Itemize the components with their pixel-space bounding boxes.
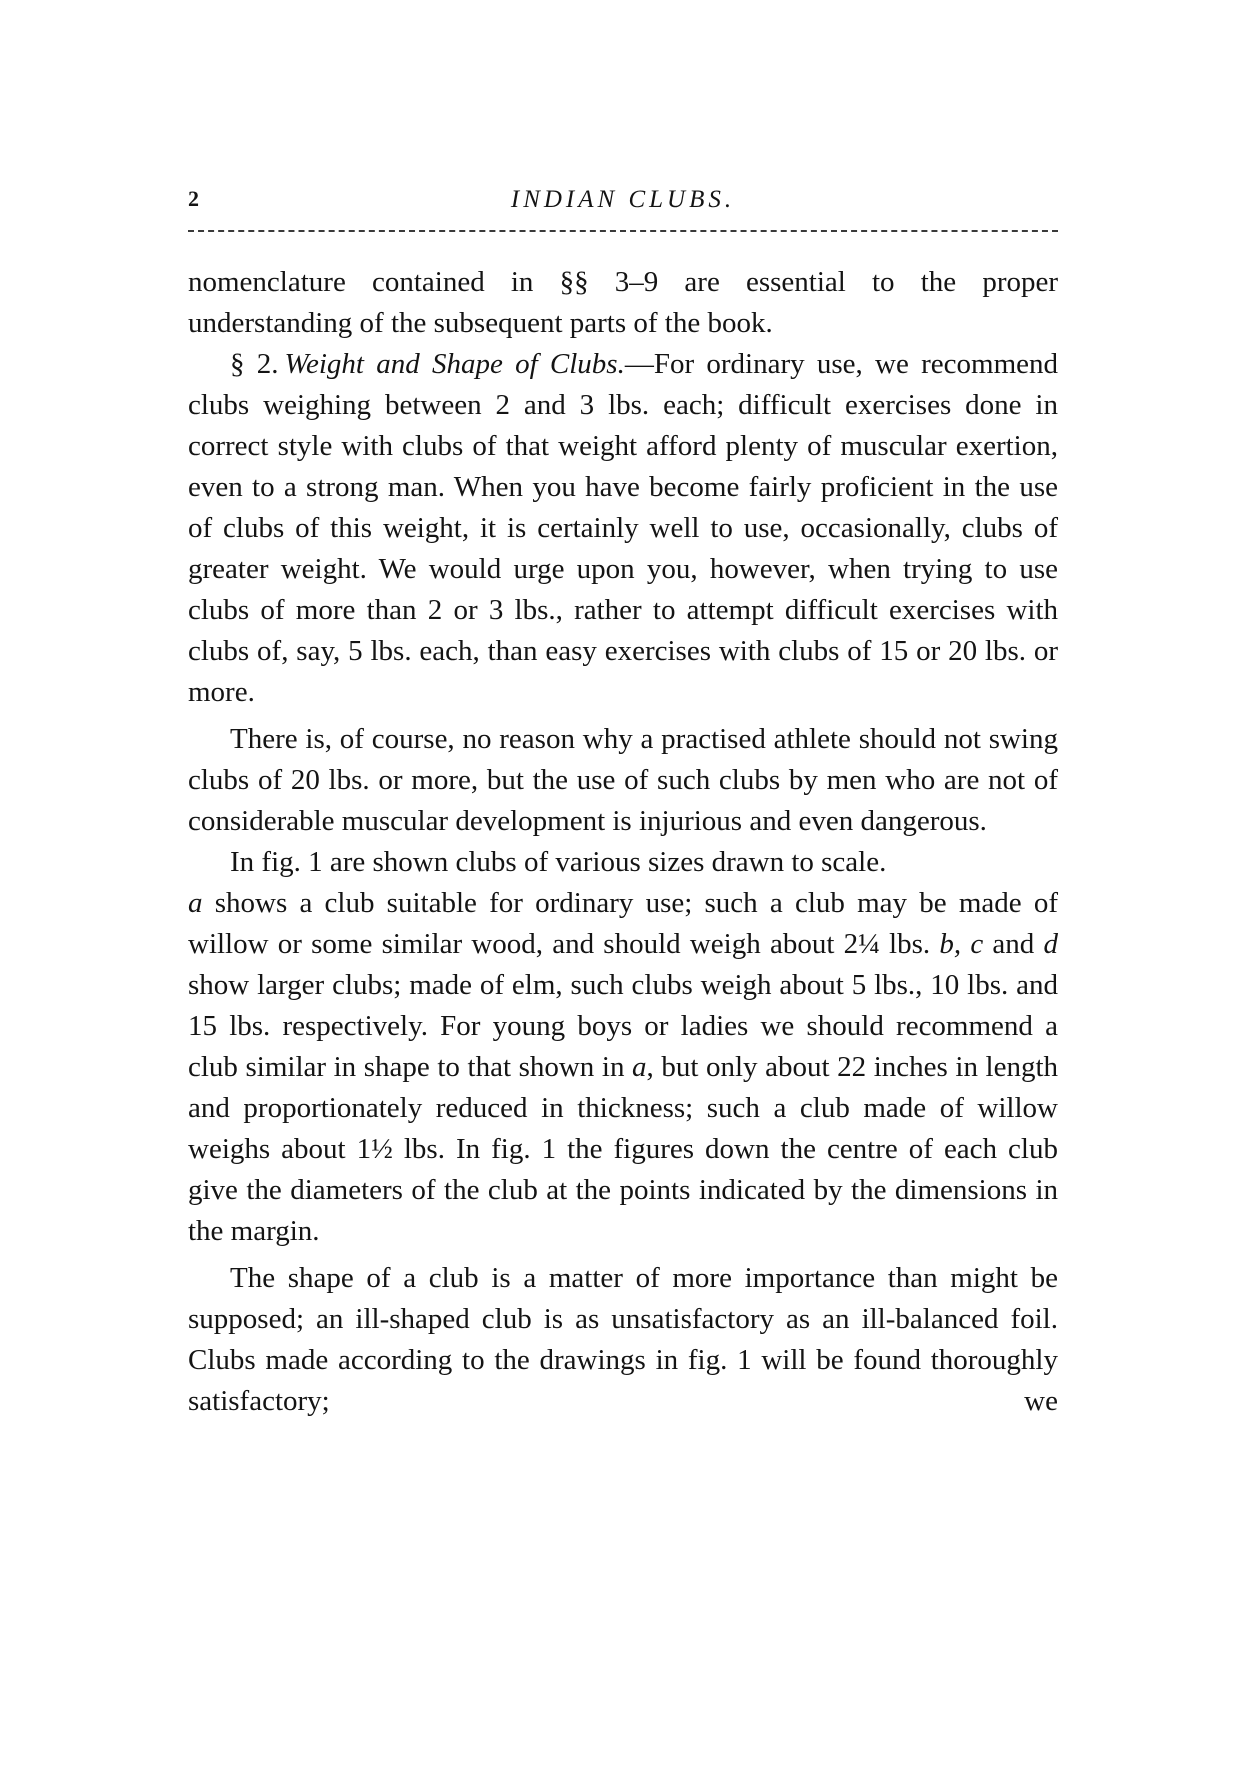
- paragraph-text: show larger clubs; made of elm, such clubs weigh about 5 lbs., 10 lbs. and 15 lbs. respectively. For young boys or ladies we should recommend a club similar in shape to that shown in: [188, 969, 1058, 1083]
- paragraph-text: In fig. 1 are shown clubs of various sizes drawn to scale.: [230, 846, 887, 878]
- page-header: [188, 186, 1058, 216]
- paragraph-text: —For ordinary use, we recommend clubs weighing between 2 and 3 lbs. each; difficult exercises done in correct style with clubs of that weight afford plenty of muscular exertion, even to a strong man. When you have become fairly proficient in the use of clubs of this weight, it is certainly well to use, occasionally, clubs of greater weight. We would urge upon you, however, when trying to use clubs of more than 2 or 3 lbs., rather to attempt difficult exercises with clubs of, say, 5 lbs. each, than easy exercises with clubs of 15 or 20 lbs. or more.: [188, 348, 1058, 708]
- club-letter: a: [188, 887, 203, 919]
- paragraph-text: shows a club suitable for ordinary use; such a club may be made of willow or some similar wood, and should weigh about 2¼ lbs.: [188, 887, 1058, 960]
- club-letter: d: [1043, 928, 1058, 960]
- paragraph-section-2: [188, 344, 1058, 713]
- paragraph-text: and: [983, 928, 1044, 960]
- paragraph-continuation: nomenclature contained in §§ 3–9 are essential to the proper understanding of the subsequent parts of the book.: [188, 266, 1058, 339]
- paragraph-text: , but only about 22 inches in length and proportionately reduced in thickness; such a club made of willow weighs about 1½ lbs. In fig. 1 the figures down the centre of each club give the diameters of the club at the points indicated by the dimensions in the margin.: [188, 1051, 1059, 1247]
- paragraph-shape: The shape of a club is a matter of more importance than might be supposed; an ill-shaped club is as unsatisfactory as an ill-balanced foil. Clubs made according to the drawings in fig. 1 will be found thoroughly satisfactory; we: [188, 1262, 1058, 1417]
- header-rule: [188, 230, 1058, 232]
- paragraph-athlete: There is, of course, no reason why a practised athlete should not swing clubs of 20 lbs. or more, but the use of such clubs by men who are not of considerable muscular development is injurious and even dangerous.: [188, 723, 1058, 837]
- running-title: INDIAN CLUBS.: [510, 186, 736, 213]
- club-letters: b, c: [939, 928, 984, 960]
- section-label: § 2.: [230, 348, 279, 380]
- page-body: [188, 262, 1058, 1422]
- section-heading: Weight and Shape of Clubs.: [284, 348, 625, 380]
- paragraph-fig-1: [188, 842, 1058, 1252]
- club-letter: a: [632, 1051, 647, 1083]
- page-number: 2: [188, 186, 199, 211]
